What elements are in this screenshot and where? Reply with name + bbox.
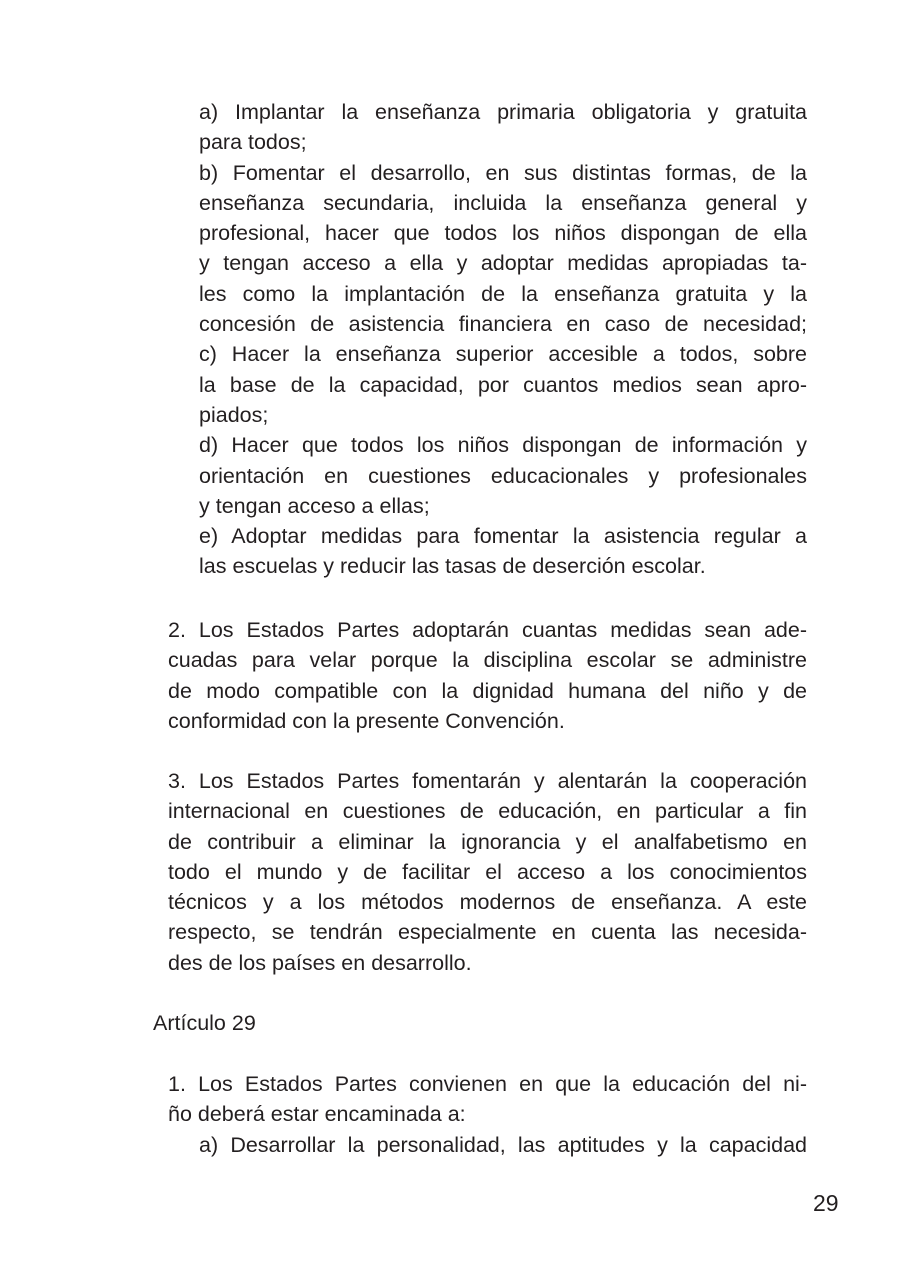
text-line: técnicos y a los métodos modernos de enseñanza. A este (168, 890, 807, 915)
text-line: y tengan acceso a ellas; (199, 493, 430, 518)
text-line: enseñanza secundaria, incluida la enseñanza general y (199, 190, 807, 215)
text-line: para todos; (199, 130, 307, 155)
text-line: a) Desarrollar la personalidad, las aptitudes y la capacidad (199, 1132, 807, 1157)
text-line: la base de la capacidad, por cuantos medios sean apro- (199, 372, 807, 397)
text-line: de contribuir a eliminar la ignorancia y el analfabetismo en (168, 829, 807, 854)
text-line: 1. Los Estados Partes convienen en que la educación del ni- (168, 1072, 807, 1096)
text-line: a) Implantar la enseñanza primaria obligatoria y gratuita (199, 100, 807, 124)
text-line: 2. Los Estados Partes adoptarán cuantas medidas sean ade- (168, 618, 807, 642)
text-line: y tengan acceso a ella y adoptar medidas apropiadas ta- (199, 251, 807, 276)
paragraph-3 (168, 766, 807, 978)
text-line: conformidad con la presente Convención. (168, 708, 565, 733)
text-line: orientación en cuestiones educacionales y profesionales (199, 463, 807, 488)
page-number: 29 (813, 1190, 839, 1216)
paragraph-2 (168, 615, 807, 736)
text-line: respecto, se tendrán especialmente en cuenta las necesida- (168, 920, 807, 945)
text-line: cuadas para velar porque la disciplina escolar se administre (168, 648, 807, 673)
text-line: las escuelas y reducir las tasas de deserción escolar. (199, 554, 706, 579)
text-line: ño deberá estar encaminada a: (168, 1102, 466, 1127)
text-line: d) Hacer que todos los niños dispongan de información y (199, 433, 807, 458)
text-line: b) Fomentar el desarrollo, en sus distintas formas, de la (199, 160, 807, 185)
text-line: profesional, hacer que todos los niños dispongan de ella (199, 221, 807, 246)
text-line: concesión de asistencia financiera en caso de necesidad; (199, 312, 807, 337)
list-items-block (199, 97, 807, 582)
text-line: c) Hacer la enseñanza superior accesible a todos, sobre (199, 342, 807, 367)
text-line: 3. Los Estados Partes fomentarán y alentarán la cooperación (168, 769, 807, 793)
text-line: e) Adoptar medidas para fomentar la asistencia regular a (199, 524, 807, 549)
article-29-paragraph-1 (168, 1069, 807, 1160)
text-line: les como la implantación de la enseñanza gratuita y la (199, 281, 807, 306)
text-line: piados; (199, 402, 269, 427)
text-line: des de los países en desarrollo. (168, 950, 472, 975)
article-heading: Artículo 29 (153, 1011, 256, 1035)
text-line: todo el mundo y de facilitar el acceso a los conocimientos (168, 859, 807, 884)
text-line: internacional en cuestiones de educación, en particular a fin (168, 799, 807, 824)
text-line: de modo compatible con la dignidad humana del niño y de (168, 678, 807, 703)
